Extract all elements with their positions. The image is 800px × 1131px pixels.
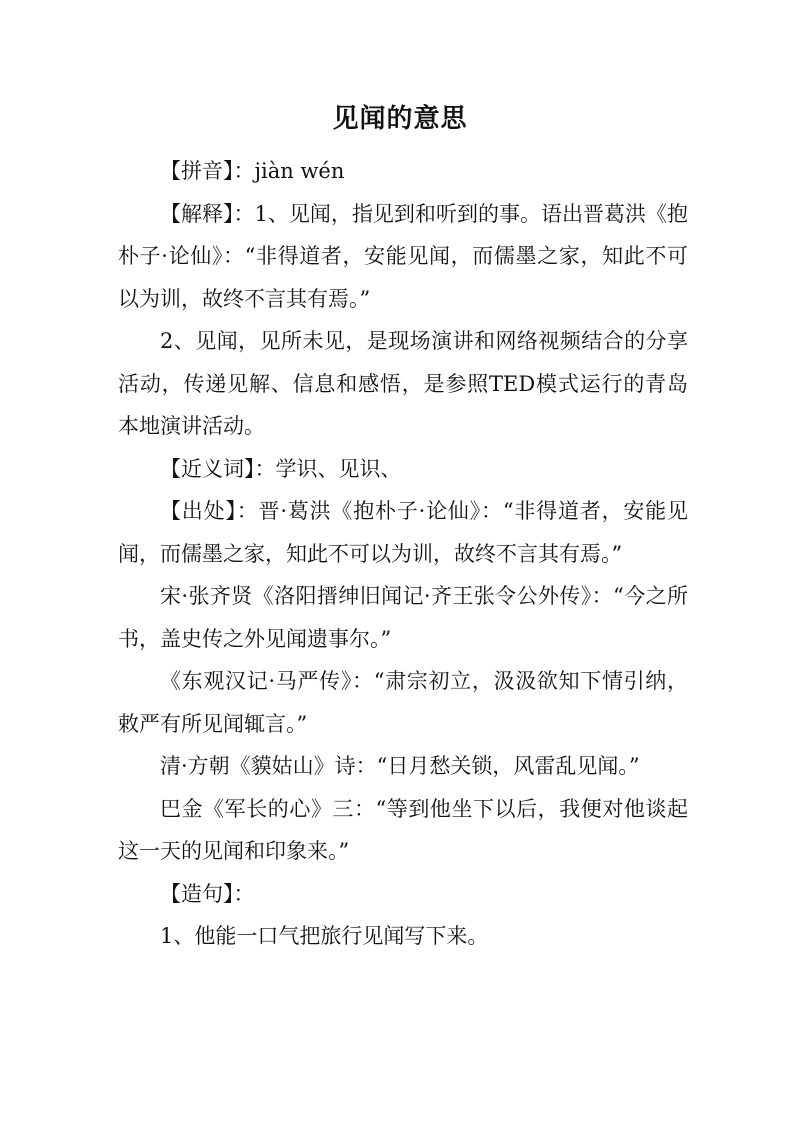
example-sentences-heading: 【造句】： bbox=[160, 881, 255, 906]
pinyin-paragraph: 【拼音】：jiàn wén bbox=[160, 159, 345, 183]
quote-paragraph-donghan: 《东观汉记·马严传》：“肃宗初立，汲汲欲知下情引纳，敕严有所见闻辄言。” bbox=[118, 669, 688, 736]
document-body bbox=[118, 150, 688, 958]
quote-paragraph-song: 宋·张齐贤《洛阳搢绅旧闻记·齐王张令公外传》：“今之所书，盖史传之外见闻遗事尔。” bbox=[118, 584, 688, 651]
page-title: 见闻的意思 bbox=[332, 104, 468, 134]
synonyms-paragraph: 【近义词】：学识、见识、 bbox=[160, 456, 402, 481]
source-paragraph: 【出处】：晋·葛洪《抱朴子·论仙》：“非得道者，安能见闻，而儒墨之家，知此不可以为训，故终不言其有焉。” bbox=[118, 499, 688, 566]
quote-paragraph-bajin: 巴金《军长的心》三：“等到他坐下以后，我便对他谈起这一天的见闻和印象来。” bbox=[118, 796, 688, 863]
quote-paragraph-qing: 清·方朝《貘姑山》诗：“日月愁关锁，风雷乱见闻。” bbox=[160, 754, 640, 778]
explanation-paragraph-1: 【解释】：1、见闻，指见到和听到的事。语出晋葛洪《抱朴子·论仙》：“非得道者，安能见闻，而儒墨之家，知此不可以为训，故终不言其有焉。” bbox=[118, 201, 688, 311]
explanation-paragraph-2: 2、见闻，见所未见，是现场演讲和网络视频结合的分享活动，传递见解、信息和感悟，是参照TED模式运行的青岛本地演讲活动。 bbox=[118, 329, 688, 438]
example-sentence-1: 1、他能一口气把旅行见闻写下来。 bbox=[160, 924, 489, 948]
